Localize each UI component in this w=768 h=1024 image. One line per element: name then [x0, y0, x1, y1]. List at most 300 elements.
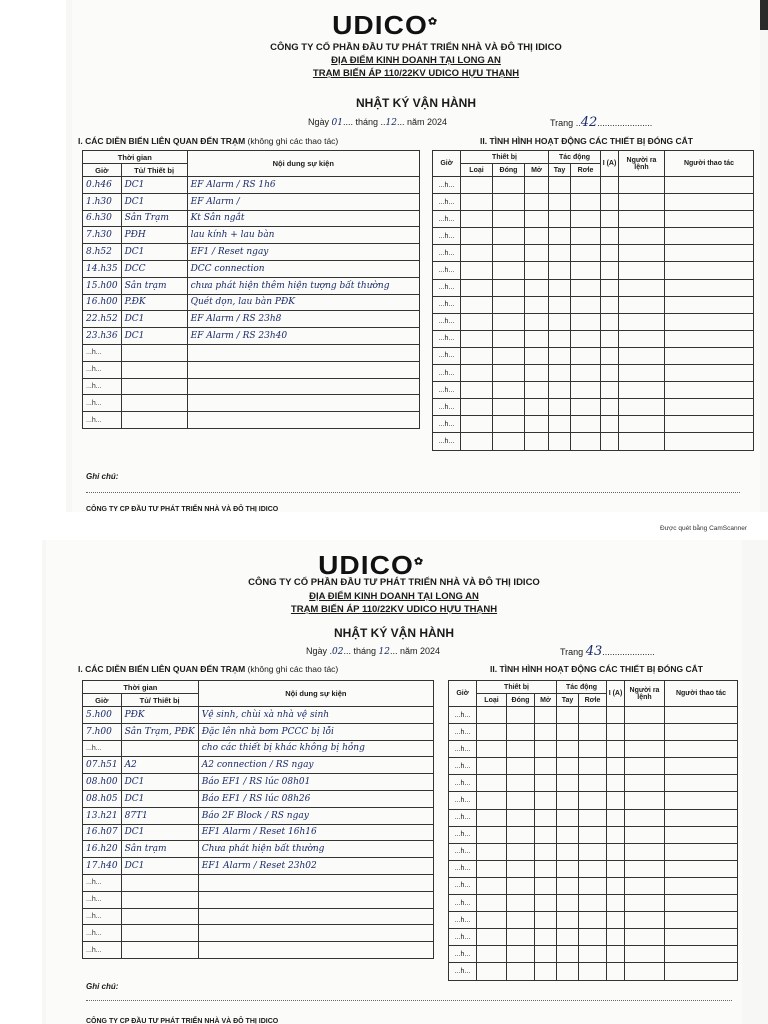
empty-cell — [579, 895, 607, 912]
row-hour: 16.h20 — [83, 841, 122, 858]
row-device: PĐH — [121, 227, 187, 244]
empty-cell — [535, 741, 557, 758]
empty-cell — [571, 416, 601, 433]
empty-cell — [535, 809, 557, 826]
empty-cell — [535, 707, 557, 724]
table-row — [433, 245, 754, 262]
row-hour: 6.h30 — [83, 210, 122, 227]
empty-cell — [477, 912, 507, 929]
empty-cell — [507, 895, 535, 912]
table-row — [83, 412, 420, 429]
empty-cell — [525, 330, 549, 347]
table-row — [433, 177, 754, 194]
company-logo: UDICO✿ — [318, 550, 425, 580]
row-hour-placeholder: ...h... — [449, 809, 477, 826]
row-device — [121, 378, 187, 395]
table-row — [433, 433, 754, 450]
empty-cell — [557, 826, 579, 843]
empty-cell — [549, 245, 571, 262]
empty-cell — [535, 895, 557, 912]
empty-cell — [579, 792, 607, 809]
empty-cell — [525, 228, 549, 245]
table-row — [433, 194, 754, 211]
station-name: TRẠM BIẾN ÁP 110/22KV UDICO HỰU THẠNH — [312, 68, 520, 79]
row-hour-placeholder: ...h... — [433, 365, 461, 382]
empty-cell — [477, 809, 507, 826]
empty-cell — [557, 860, 579, 877]
empty-cell — [507, 758, 535, 775]
empty-cell — [579, 877, 607, 894]
empty-cell — [619, 399, 665, 416]
row-hour-placeholder: ...h... — [449, 895, 477, 912]
empty-cell — [461, 228, 493, 245]
table-row — [83, 874, 434, 891]
row-hour: ...h... — [83, 925, 122, 942]
row-content — [198, 925, 433, 942]
table-row — [83, 344, 420, 361]
switching-ops-table — [448, 680, 738, 981]
table-row — [83, 908, 434, 925]
row-content: EF1 Alarm / Reset 23h02 — [198, 858, 433, 875]
row-content — [187, 378, 419, 395]
empty-cell — [507, 724, 535, 741]
row-hour: 08.h05 — [83, 790, 122, 807]
row-hour: 07.h51 — [83, 757, 122, 774]
empty-cell — [507, 707, 535, 724]
row-hour: 1.h30 — [83, 193, 122, 210]
row-hour-placeholder: ...h... — [449, 775, 477, 792]
empty-cell — [493, 177, 525, 194]
empty-cell — [493, 296, 525, 313]
table-row — [83, 942, 434, 959]
empty-cell — [557, 775, 579, 792]
empty-cell — [607, 775, 625, 792]
empty-cell — [601, 177, 619, 194]
empty-cell — [507, 775, 535, 792]
empty-cell — [665, 741, 738, 758]
row-hour: ...h... — [83, 908, 122, 925]
event-log-table — [82, 150, 420, 429]
row-hour-placeholder: ...h... — [449, 758, 477, 775]
section-1-heading: I. CÁC DIỄN BIẾN LIÊN QUAN ĐẾN TRẠM (không ghi các thao tác) — [78, 136, 339, 146]
empty-cell — [607, 758, 625, 775]
row-content: EF1 / Reset ngay — [187, 244, 419, 261]
ops-col-action: Tác động — [557, 681, 607, 694]
empty-cell — [625, 707, 665, 724]
empty-cell — [619, 262, 665, 279]
empty-cell — [477, 895, 507, 912]
table-row — [433, 347, 754, 364]
empty-cell — [607, 826, 625, 843]
table-row — [433, 211, 754, 228]
row-hour: ...h... — [83, 874, 122, 891]
table-row — [83, 311, 420, 328]
empty-cell — [549, 399, 571, 416]
row-hour: 7.h30 — [83, 227, 122, 244]
table-row — [449, 724, 738, 741]
empty-cell — [507, 809, 535, 826]
empty-cell — [571, 262, 601, 279]
empty-cell — [619, 365, 665, 382]
empty-cell — [571, 347, 601, 364]
row-device: DC1 — [121, 858, 198, 875]
empty-cell — [557, 877, 579, 894]
empty-cell — [461, 347, 493, 364]
switching-ops-table — [432, 150, 754, 451]
table-row — [83, 260, 420, 277]
row-content: EF1 Alarm / Reset 16h16 — [198, 824, 433, 841]
row-hour-placeholder: ...h... — [449, 963, 477, 980]
row-hour-placeholder: ...h... — [433, 211, 461, 228]
empty-cell — [571, 382, 601, 399]
empty-cell — [477, 792, 507, 809]
document-title: NHẬT KÝ VẬN HÀNH — [334, 626, 454, 640]
empty-cell — [557, 963, 579, 980]
empty-cell — [607, 809, 625, 826]
empty-cell — [601, 433, 619, 450]
row-hour-placeholder: ...h... — [433, 194, 461, 211]
empty-cell — [571, 433, 601, 450]
empty-cell — [571, 194, 601, 211]
empty-cell — [665, 895, 738, 912]
row-hour: 13.h21 — [83, 807, 122, 824]
row-device — [121, 412, 187, 429]
row-device: DC1 — [121, 824, 198, 841]
empty-cell — [601, 262, 619, 279]
empty-cell — [461, 245, 493, 262]
row-hour: ...h... — [83, 891, 122, 908]
notes-line — [86, 492, 740, 493]
empty-cell — [477, 946, 507, 963]
empty-cell — [461, 416, 493, 433]
notes-label: Ghi chú: — [86, 982, 119, 991]
row-device — [121, 891, 198, 908]
empty-cell — [535, 758, 557, 775]
empty-cell — [507, 929, 535, 946]
empty-cell — [535, 843, 557, 860]
row-device: 87T1 — [121, 807, 198, 824]
ops-col-open: Mở — [525, 164, 549, 177]
empty-cell — [665, 877, 738, 894]
empty-cell — [625, 929, 665, 946]
empty-cell — [601, 347, 619, 364]
empty-cell — [665, 843, 738, 860]
empty-cell — [665, 826, 738, 843]
scanned-page-2 — [0, 540, 768, 1024]
empty-cell — [493, 194, 525, 211]
row-device — [121, 740, 198, 757]
empty-cell — [535, 775, 557, 792]
row-hour-placeholder: ...h... — [433, 177, 461, 194]
row-content — [198, 942, 433, 959]
row-hour: ...h... — [83, 740, 122, 757]
table-row — [433, 416, 754, 433]
empty-cell — [461, 211, 493, 228]
document-title: NHẬT KÝ VẬN HÀNH — [356, 96, 476, 110]
empty-cell — [619, 211, 665, 228]
row-hour: 5.h00 — [83, 707, 122, 724]
notes-label: Ghi chú: — [86, 472, 119, 481]
empty-cell — [549, 416, 571, 433]
ops-col-commander: Người ra lệnh — [619, 151, 665, 177]
row-hour-placeholder: ...h... — [433, 313, 461, 330]
empty-cell — [549, 382, 571, 399]
empty-cell — [525, 313, 549, 330]
empty-cell — [493, 279, 525, 296]
empty-cell — [535, 963, 557, 980]
empty-cell — [461, 194, 493, 211]
empty-cell — [665, 433, 754, 450]
ops-col-hour: Giờ — [433, 151, 461, 177]
empty-cell — [665, 946, 738, 963]
empty-cell — [619, 194, 665, 211]
row-hour: 22.h52 — [83, 311, 122, 328]
row-hour: 16.h00 — [83, 294, 122, 311]
ops-col-current: I (A) — [607, 681, 625, 707]
empty-cell — [571, 177, 601, 194]
empty-cell — [601, 313, 619, 330]
empty-cell — [607, 707, 625, 724]
empty-cell — [601, 245, 619, 262]
row-hour-placeholder: ...h... — [433, 433, 461, 450]
empty-cell — [507, 792, 535, 809]
empty-cell — [625, 724, 665, 741]
row-device: DCC — [121, 260, 187, 277]
empty-cell — [535, 860, 557, 877]
table-row — [83, 841, 434, 858]
empty-cell — [557, 741, 579, 758]
empty-cell — [525, 382, 549, 399]
ops-col-device: Thiết bị — [461, 151, 549, 164]
empty-cell — [601, 382, 619, 399]
business-location: ĐỊA ĐIỂM KINH DOANH TẠI LONG AN — [309, 591, 479, 602]
empty-cell — [579, 912, 607, 929]
empty-cell — [493, 245, 525, 262]
empty-cell — [493, 313, 525, 330]
row-device: DC1 — [121, 328, 187, 345]
empty-cell — [461, 433, 493, 450]
empty-cell — [461, 279, 493, 296]
row-hour-placeholder: ...h... — [433, 279, 461, 296]
row-hour-placeholder: ...h... — [449, 826, 477, 843]
table-row — [449, 792, 738, 809]
row-hour-placeholder: ...h... — [449, 792, 477, 809]
empty-cell — [607, 963, 625, 980]
table-row — [449, 946, 738, 963]
empty-cell — [557, 707, 579, 724]
table-row — [449, 860, 738, 877]
ops-col-type: Loại — [461, 164, 493, 177]
empty-cell — [477, 707, 507, 724]
empty-cell — [461, 177, 493, 194]
table-row — [83, 328, 420, 345]
row-hour: 8.h52 — [83, 244, 122, 261]
empty-cell — [557, 895, 579, 912]
empty-cell — [493, 382, 525, 399]
empty-cell — [625, 877, 665, 894]
date-line: Ngày .02... tháng 12... năm 2024 — [306, 646, 441, 657]
empty-cell — [665, 724, 738, 741]
empty-cell — [525, 177, 549, 194]
table-row — [83, 925, 434, 942]
ops-col-device: Thiết bị — [477, 681, 557, 694]
scanner-watermark: Được quét bằng CamScanner — [660, 525, 748, 532]
ops-col-commander: Người ra lệnh — [625, 681, 665, 707]
empty-cell — [525, 194, 549, 211]
empty-cell — [665, 809, 738, 826]
table-row — [449, 741, 738, 758]
row-content: Chưa phát hiện bất thường — [198, 841, 433, 858]
empty-cell — [535, 946, 557, 963]
row-hour-placeholder: ...h... — [433, 382, 461, 399]
journal-sheet — [46, 540, 742, 1024]
table-row — [83, 361, 420, 378]
row-content: Kt Sân ngắt — [187, 210, 419, 227]
empty-cell — [507, 877, 535, 894]
table-row — [433, 313, 754, 330]
row-hour: 17.h40 — [83, 858, 122, 875]
empty-cell — [625, 775, 665, 792]
section-2-heading: II. TÌNH HÌNH HOẠT ĐỘNG CÁC THIẾT BỊ ĐÓNG CẮT — [480, 136, 693, 146]
empty-cell — [619, 228, 665, 245]
scan-margin — [0, 540, 42, 1024]
table-row — [83, 294, 420, 311]
empty-cell — [549, 194, 571, 211]
empty-cell — [625, 912, 665, 929]
empty-cell — [619, 296, 665, 313]
empty-cell — [535, 724, 557, 741]
empty-cell — [549, 228, 571, 245]
empty-cell — [601, 296, 619, 313]
empty-cell — [665, 211, 754, 228]
empty-cell — [601, 330, 619, 347]
table-row — [449, 895, 738, 912]
row-content: DCC connection — [187, 260, 419, 277]
row-hour-placeholder: ...h... — [433, 399, 461, 416]
table-row — [433, 382, 754, 399]
empty-cell — [557, 843, 579, 860]
company-name: CÔNG TY CỔ PHẦN ĐẦU TƯ PHÁT TRIỂN NHÀ VÀ ĐÔ THỊ IDICO — [270, 42, 562, 53]
empty-cell — [665, 792, 738, 809]
empty-cell — [619, 433, 665, 450]
table-row — [83, 824, 434, 841]
empty-cell — [665, 365, 754, 382]
row-device — [121, 925, 198, 942]
ops-col-hour: Giờ — [449, 681, 477, 707]
row-hour: 23.h36 — [83, 328, 122, 345]
empty-cell — [665, 262, 754, 279]
empty-cell — [579, 707, 607, 724]
table-row — [83, 858, 434, 875]
empty-cell — [549, 347, 571, 364]
page-number: Trang ..42...................... — [550, 115, 653, 130]
empty-cell — [619, 416, 665, 433]
empty-cell — [665, 912, 738, 929]
empty-cell — [625, 946, 665, 963]
ops-col-manual: Tay — [549, 164, 571, 177]
row-content: EF Alarm / RS 1h6 — [187, 177, 419, 194]
row-device: DC1 — [121, 790, 198, 807]
empty-cell — [665, 194, 754, 211]
table-row — [449, 912, 738, 929]
table-row — [83, 790, 434, 807]
empty-cell — [535, 877, 557, 894]
row-hour: ...h... — [83, 344, 122, 361]
empty-cell — [557, 792, 579, 809]
empty-cell — [619, 313, 665, 330]
empty-cell — [571, 330, 601, 347]
empty-cell — [557, 758, 579, 775]
empty-cell — [579, 929, 607, 946]
date-line: Ngày 01.... tháng ..12... năm 2024 — [308, 117, 448, 128]
ops-col-open: Mở — [535, 694, 557, 707]
ops-col-operator: Người thao tác — [665, 681, 738, 707]
empty-cell — [601, 228, 619, 245]
empty-cell — [477, 741, 507, 758]
table-row — [83, 177, 420, 194]
section-1-heading: I. CÁC DIỄN BIẾN LIÊN QUAN ĐẾN TRẠM (không ghi các thao tác) — [78, 664, 339, 674]
row-content — [198, 908, 433, 925]
row-hour: 15.h00 — [83, 277, 122, 294]
empty-cell — [619, 347, 665, 364]
empty-cell — [607, 877, 625, 894]
row-hour: ...h... — [83, 395, 122, 412]
row-hour: 08.h00 — [83, 774, 122, 791]
empty-cell — [579, 826, 607, 843]
empty-cell — [579, 946, 607, 963]
row-device: Sân Trạm, PĐK — [121, 723, 198, 740]
empty-cell — [607, 843, 625, 860]
row-device — [121, 395, 187, 412]
row-hour-placeholder: ...h... — [449, 946, 477, 963]
empty-cell — [557, 809, 579, 826]
empty-cell — [625, 758, 665, 775]
empty-cell — [461, 313, 493, 330]
table-row — [83, 277, 420, 294]
row-content: Báo EF1 / RS lúc 08h01 — [198, 774, 433, 791]
row-hour-placeholder: ...h... — [433, 245, 461, 262]
table-row — [83, 193, 420, 210]
table-row — [83, 740, 434, 757]
empty-cell — [607, 724, 625, 741]
row-hour-placeholder: ...h... — [433, 296, 461, 313]
table-row — [449, 809, 738, 826]
col-header-hour: Giờ — [83, 164, 122, 177]
log-rows — [83, 707, 434, 959]
empty-cell — [625, 860, 665, 877]
empty-cell — [601, 279, 619, 296]
row-device: P.ĐK — [121, 294, 187, 311]
row-content: lau kính + lau bàn — [187, 227, 419, 244]
ops-col-operator: Người thao tác — [665, 151, 754, 177]
empty-cell — [507, 963, 535, 980]
empty-cell — [507, 912, 535, 929]
empty-cell — [493, 433, 525, 450]
empty-cell — [549, 279, 571, 296]
empty-cell — [461, 382, 493, 399]
ops-rows — [433, 177, 754, 451]
empty-cell — [665, 296, 754, 313]
empty-cell — [525, 245, 549, 262]
col-header-hour: Giờ — [83, 694, 122, 707]
empty-cell — [579, 741, 607, 758]
empty-cell — [607, 912, 625, 929]
table-row — [83, 757, 434, 774]
empty-cell — [477, 877, 507, 894]
empty-cell — [579, 860, 607, 877]
empty-cell — [607, 860, 625, 877]
empty-cell — [461, 330, 493, 347]
